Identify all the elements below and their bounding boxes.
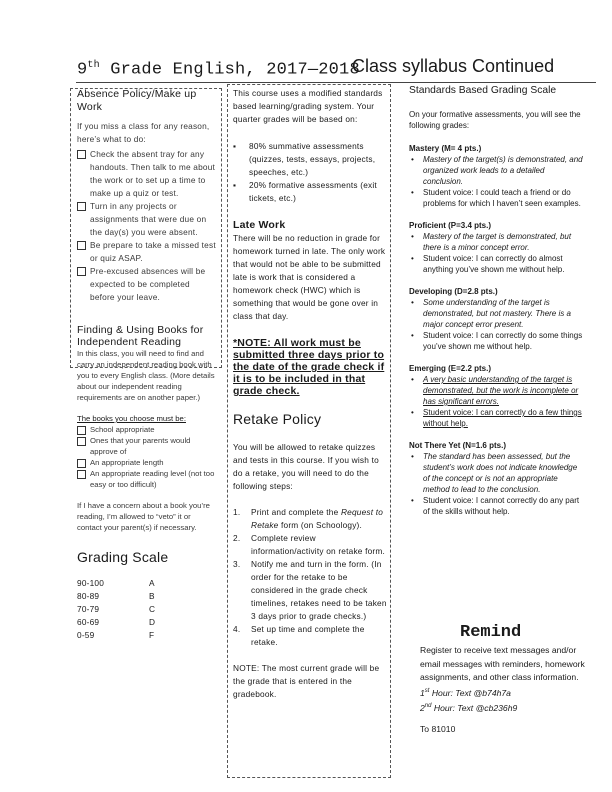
books-heading: Finding & Using Books for Independent Reading [77,324,204,348]
header-divider [76,82,596,83]
grade-range: 80-89 [77,591,100,601]
level-list [409,231,584,275]
page-title: 9th Grade English, 2017—2018 [77,60,360,80]
list-item: • Student voice: I cannot correctly do any part of the skills without help. [409,495,584,517]
level-title: Not There Yet (N=1.6 pts.) [409,441,506,450]
level-list [409,297,584,352]
grade-letter: C [149,604,156,614]
step-text-italic: Request to Retake [251,507,384,530]
grading-scale-table [77,577,217,642]
level-title: Emerging (E=2.2 pts.) [409,364,492,373]
table-row [77,629,217,642]
absence-heading: Absence Policy/Make up Work [77,88,197,113]
list-item: An appropriate length [77,457,217,468]
retake-note: NOTE: The most current grade will be the grade that is entered in the gradebook. [233,663,380,699]
list-item: • A very basic understanding of the target is demonstrated, but the work is incomplete or has significant errors. [409,374,584,407]
late-work-heading: Late Work [233,219,286,231]
remind-body: Register to receive text messages and/or email messages with reminders, homework assignments, and other class information. [420,645,585,682]
list-item: ▪ 80% summative assessments (quizzes, tests, essays, projects, speeches, etc.) [233,140,388,179]
list-item: • Student voice: I can correctly do some things you’ve shown me without help. [409,330,584,352]
level-list [409,374,584,429]
list-item [233,558,388,623]
list-item: Pre-excused absences will be expected to be completed before your leave. [77,265,217,304]
table-row [77,616,217,629]
list-item: Turn in any projects or assignments that were due on the day(s) you were absent. [77,200,217,239]
list-item: • Mastery of the target(s) is demonstrated, and organized work leads to a detailed conclusion. [409,154,584,187]
left-column [77,88,217,642]
table-row [77,603,217,616]
level-list [409,154,584,209]
step-text: Notify me and turn in the form. (In order for the retake to be considered in the grade check timelines, retakes need to be taken 3 days prior to grade checks.) [251,559,387,621]
sbg-heading: Standards Based Grading Scale [409,85,557,96]
list-item: School appropriate [77,424,217,435]
late-work-body: There will be no reduction in grade for homework turned in late. The only work that would not be able to be submitted late is work that is considered a homework check (HWC) which is something that would be gone over in class that day. [233,233,386,321]
level-list [409,451,584,517]
list-item: • Mastery of the target is demonstrated, but there is a minor concept error. [409,231,584,253]
retake-steps [233,506,388,649]
step-number: 3. [233,559,241,569]
step-text: form (on Schoology). [278,520,363,530]
list-item: • Student voice: I can correctly do a few things without help. [409,407,584,429]
level-title: Mastery (M= 4 pts.) [409,144,482,153]
list-item: • Some understanding of the target is demonstrated, but not mastery. There is a major concept error present. [409,297,584,330]
books-list [77,424,217,490]
grade-range: 60-69 [77,617,100,627]
level-title: Proficient (P=3.4 pts.) [409,221,492,230]
table-row [77,577,217,590]
step-text: Set up time and complete the retake. [251,624,365,647]
grade-letter: B [149,591,155,601]
books-must-be: The books you choose must be: [77,414,186,423]
grade-range: 70-79 [77,604,100,614]
step-number: 1. [233,507,241,517]
remind-section [420,644,590,737]
list-item: Be prepare to take a missed test or quiz ASAP. [77,239,217,265]
list-item: • The standard has been assessed, but the student’s work does not indicate knowledge of the concept or is not an appropriate method to lead to the conclusion. [409,451,584,495]
grading-scale-heading: Grading Scale [77,549,169,565]
list-item: • Student voice: I can correctly do almost anything you’ve shown me without help. [409,253,584,275]
table-row [77,590,217,603]
retake-intro: You will be allowed to retake quizzes and tests in this course. If you wish to do a retake, you will need to do the following steps: [233,442,379,491]
grade-range: 0-59 [77,630,95,640]
list-item [233,532,388,558]
sbg-intro: On your formative assessments, you will see the following grades: [409,110,581,130]
remind-number: To 81010 [420,724,456,735]
list-item: Check the absent tray for any handouts. Then talk to me about the work or to set up a time to make up a quiz or test. [77,148,217,200]
retake-heading: Retake Policy [233,411,322,427]
list-item: • Student voice: I could teach a friend or do problems for which I haven’t seen examples. [409,187,584,209]
late-work-note: *NOTE: All work must be submitted three days prior to the date of the grade check if it is to be included in that grade check. [233,337,385,397]
middle-column [233,87,388,701]
grading-intro: This course uses a modified standards based learning/grading system. Your quarter grades will be based on: [233,88,383,124]
page-subtitle: Class syllabus Continued [352,56,555,76]
step-text: Print and complete the [251,507,341,517]
grade-letter: D [149,617,156,627]
remind-hour-2: 2nd Hour: Text @cb236h9 [420,702,518,713]
step-number: 2. [233,533,241,543]
absence-list [77,148,217,304]
grade-range: 90-100 [77,578,105,588]
list-item: An appropriate reading level (not too easy or too difficult) [77,468,217,490]
grade-letter: F [149,630,155,640]
list-item: ▪ 20% formative assessments (exit tickets, etc.) [233,179,388,205]
absence-intro: If you miss a class for any reason, here’s what to do: [77,121,210,144]
remind-heading: Remind [460,623,522,642]
grade-weights-list [233,140,388,205]
list-item: Ones that your parents would approve of [77,435,217,457]
step-text: Complete review information/activity on retake form. [251,533,386,556]
grade-letter: A [149,578,155,588]
list-item [233,623,388,649]
right-column [409,84,584,517]
list-item [233,506,388,532]
books-concern: If I have a concern about a book you’re reading, I’m allowed to “veto” it or contact your parent(s) if necessary. [77,501,210,532]
books-intro: In this class, you will need to find and carry an independent reading book with you to every English class. (More details about our independent reading requirements are on another paper.) [77,349,215,402]
step-number: 4. [233,624,241,634]
level-title: Developing (D=2.8 pts.) [409,287,498,296]
remind-hour-1: 1st Hour: Text @b74h7a [420,687,511,698]
